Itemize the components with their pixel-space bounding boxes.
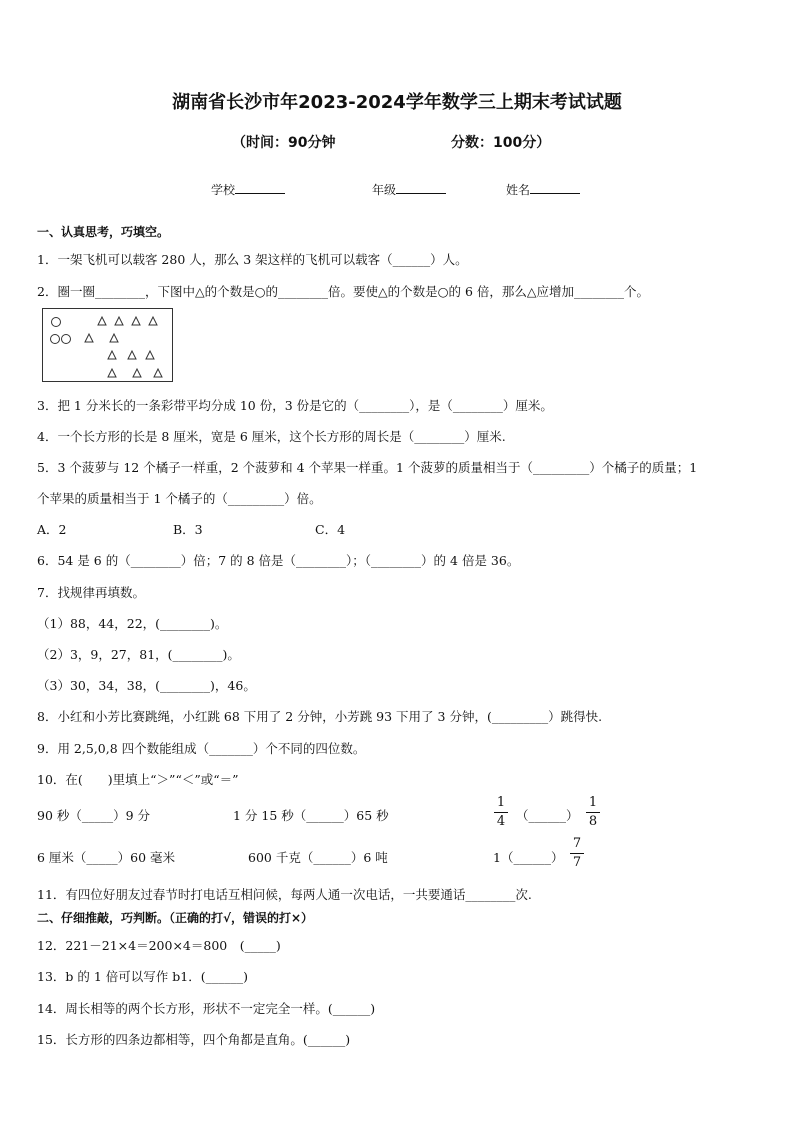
question-7: 7．找规律再填数。 [37, 585, 145, 600]
compare-1: 90 秒（_____）9 分 [37, 808, 151, 823]
exam-time: （时间：90分钟 [232, 135, 336, 151]
triangle-shape [110, 334, 118, 342]
question-10: 10．在( )里填上“＞”“＜”或“＝” [37, 772, 239, 787]
question-1: 1．一架飞机可以载客 280 人，那么 3 架这样的飞机可以载客（______）人。 [37, 252, 468, 267]
triangle-shape [98, 317, 106, 325]
question-3: 3．把 1 分米长的一条彩带平均分成 10 份，3 份是它的（________），是（________）厘米。 [37, 398, 553, 413]
question-13: 13．b 的 1 倍可以写作 b1．(______) [37, 969, 248, 984]
exam-score: 分数：100分） [451, 135, 551, 151]
fraction-1-4: 1 4 [494, 795, 508, 830]
shapes-figure [42, 308, 173, 382]
option-c: C．4 [315, 522, 346, 537]
page-title: 湖南省长沙市年2023-2024学年数学三上期末考试试题 [172, 92, 622, 113]
triangle-shape [149, 317, 157, 325]
compare-3: （______） [516, 808, 579, 823]
circle-shape [62, 335, 71, 344]
question-15: 15．长方形的四条边都相等，四个角都是直角。(______) [37, 1032, 351, 1047]
question-7-part-1: （1）88，44，22，(________)。 [37, 616, 228, 631]
triangle-shape [132, 317, 140, 325]
question-2: 2．圈一圈________，下图中△的个数是○的________倍。要使△的个数是○的 6 倍，那么△应增加________个。 [37, 284, 650, 299]
circle-shape [51, 335, 60, 344]
triangle-shape [128, 351, 136, 359]
triangle-shape [108, 369, 116, 377]
question-4: 4．一个长方形的长是 8 厘米，宽是 6 厘米，这个长方形的周长是（________）厘米. [37, 429, 506, 444]
compare-2: 1 分 15 秒（______）65 秒 [233, 808, 389, 823]
question-6: 6．54 是 6 的（________）倍；7 的 8 倍是（________）；（________）的 4 倍是 36。 [37, 553, 520, 568]
question-5-continued: 个苹果的质量相当于 1 个橘子的（_________）倍。 [37, 491, 322, 506]
compare-4: 6 厘米（_____）60 毫米 [37, 850, 176, 865]
compare-6: 1（______） [493, 850, 564, 865]
question-9: 9．用 2,5,0,8 四个数能组成（_______）个不同的四位数。 [37, 741, 366, 756]
grade-field: 年级 [372, 181, 446, 198]
compare-5: 600 千克（______）6 吨 [248, 850, 388, 865]
triangle-shape [146, 351, 154, 359]
circle-shape [52, 318, 61, 327]
question-14: 14．周长相等的两个长方形，形状不一定完全一样。(______) [37, 1001, 376, 1016]
name-field: 姓名 [506, 181, 580, 198]
question-11: 11．有四位好朋友过春节时打电话互相问候，每两人通一次电话，一共要通话________次. [37, 887, 532, 902]
question-7-part-2: （2）3，9，27，81，(________)。 [37, 647, 240, 662]
school-field: 学校 [211, 181, 285, 198]
fraction-1-8: 1 8 [586, 795, 600, 830]
section-1-heading: 一、认真思考，巧填空。 [37, 225, 170, 239]
triangle-shape [108, 351, 116, 359]
question-8: 8．小红和小芳比赛跳绳，小红跳 68 下用了 2 分钟，小芳跳 93 下用了 3 分钟，(_________）跳得快. [37, 709, 603, 724]
option-a: A．2 [37, 522, 67, 537]
question-12: 12．221－21×4＝200×4＝800 (_____) [37, 938, 281, 953]
triangle-shape [115, 317, 123, 325]
triangle-shape [85, 334, 93, 342]
triangle-shape [154, 369, 162, 377]
fraction-7-7: 7 7 [570, 836, 584, 871]
option-b: B．3 [173, 522, 203, 537]
question-7-part-3: （3）30，34，38，(________)，46。 [37, 678, 256, 693]
triangle-shape [133, 369, 141, 377]
question-5: 5．3 个菠萝与 12 个橘子一样重，2 个菠萝和 4 个苹果一样重。1 个菠萝的质量相当于（_________）个橘子的质量；1 [37, 460, 698, 475]
section-2-heading: 二、仔细推敲，巧判断。（正确的打√，错误的打×） [37, 911, 314, 925]
